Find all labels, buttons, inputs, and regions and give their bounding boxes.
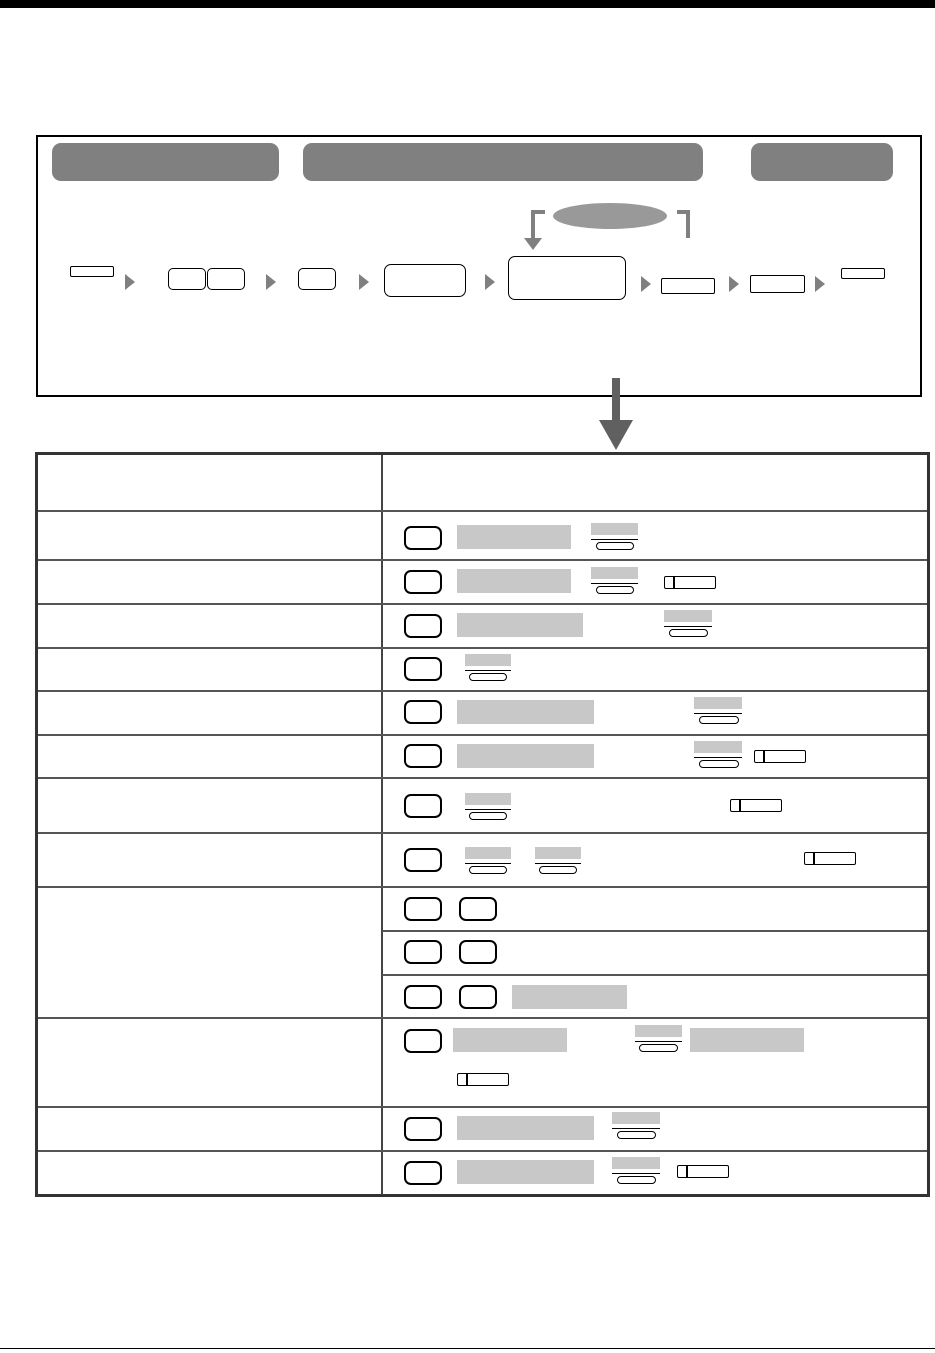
table-column-divider <box>381 455 383 1195</box>
soft-key-label <box>664 610 712 622</box>
action-button <box>404 657 442 681</box>
soft-key-rule <box>465 809 511 810</box>
soft-key-label <box>612 1112 660 1124</box>
row-subdivider <box>382 930 927 932</box>
soft-key-label <box>535 847 581 859</box>
soft-key-rule <box>612 1128 660 1129</box>
row-divider <box>38 886 927 888</box>
action-button <box>404 526 442 550</box>
action-button <box>404 1161 442 1185</box>
action-button <box>459 985 497 1009</box>
repeat-bracket-right <box>686 210 690 238</box>
flow-key-2 <box>168 268 206 290</box>
flow-key-5 <box>384 264 466 297</box>
row-divider <box>38 559 927 561</box>
action-button <box>404 570 442 594</box>
action-button <box>404 940 442 964</box>
bottom-rule <box>0 1348 935 1349</box>
action-button <box>459 897 497 921</box>
soft-key-rule <box>591 583 638 584</box>
top-rule <box>0 0 935 8</box>
action-button <box>404 1029 442 1053</box>
soft-key <box>639 1044 678 1052</box>
soft-key-rule <box>694 713 742 714</box>
down-arrow-shaft <box>612 378 620 422</box>
soft-key-label <box>635 1025 682 1037</box>
row-divider <box>38 690 927 692</box>
soft-key-label <box>612 1157 660 1169</box>
step-header-1 <box>52 143 279 181</box>
soft-key-rule <box>664 626 712 627</box>
soft-key <box>669 629 708 637</box>
repeat-bracket-right-top <box>677 210 690 214</box>
flow-key-3 <box>207 268 245 290</box>
step-header-2 <box>303 143 703 181</box>
row-divider <box>38 1017 927 1019</box>
row-divider <box>38 510 927 512</box>
down-arrow-icon <box>599 420 633 450</box>
row-label <box>50 524 370 546</box>
repeat-bracket-left <box>531 210 535 240</box>
flow-arrow-icon <box>641 276 651 292</box>
soft-key <box>596 542 634 550</box>
row-subdivider <box>382 974 927 976</box>
placeholder-block <box>457 569 571 593</box>
action-button <box>404 985 442 1009</box>
placeholder-block <box>457 525 571 549</box>
action-button <box>404 1117 442 1141</box>
soft-key <box>539 866 577 874</box>
flex-button <box>730 799 782 812</box>
flow-arrow-icon <box>729 276 739 292</box>
placeholder-block <box>457 744 594 768</box>
soft-key <box>469 673 507 681</box>
action-button <box>404 700 442 724</box>
soft-key-rule <box>694 757 742 758</box>
soft-key <box>469 866 507 874</box>
flex-button <box>677 1165 729 1178</box>
table-header-left <box>50 470 370 496</box>
flow-key-6 <box>508 256 626 300</box>
soft-key-label <box>591 523 638 535</box>
placeholder-block <box>457 613 583 637</box>
soft-key-rule <box>535 863 581 864</box>
soft-key-label <box>694 697 742 709</box>
placeholder-block <box>690 1028 804 1052</box>
flow-arrow-icon <box>266 274 276 290</box>
flex-button <box>754 750 806 763</box>
placeholder-block <box>512 985 627 1009</box>
placeholder-block <box>457 700 594 724</box>
action-button <box>459 940 497 964</box>
row-divider <box>38 1106 927 1108</box>
soft-key-rule <box>465 863 511 864</box>
soft-key <box>617 1176 656 1184</box>
action-button <box>404 744 442 768</box>
row-divider <box>38 734 927 736</box>
flow-key-7 <box>661 278 715 294</box>
soft-key <box>596 586 634 594</box>
repeat-arrow-icon <box>524 238 542 250</box>
soft-key <box>469 812 507 820</box>
soft-key-rule <box>465 670 511 671</box>
row-divider <box>38 603 927 605</box>
soft-key-rule <box>635 1041 682 1042</box>
soft-key <box>699 716 739 724</box>
step-header-3 <box>751 143 893 181</box>
placeholder-block <box>457 1116 594 1140</box>
flow-key-1 <box>70 266 114 277</box>
action-button <box>404 794 442 818</box>
action-button <box>404 897 442 921</box>
row-divider <box>38 647 927 649</box>
placeholder-block <box>453 1028 567 1052</box>
soft-key-label <box>591 567 638 579</box>
flow-key-8 <box>750 275 805 293</box>
flow-key-4 <box>298 268 336 290</box>
table-header-right <box>396 470 906 496</box>
soft-key-label <box>465 654 511 666</box>
row-divider <box>38 1150 927 1152</box>
soft-key-rule <box>612 1173 660 1174</box>
flex-button <box>804 852 856 865</box>
row-divider <box>38 832 927 834</box>
flex-button <box>457 1073 509 1086</box>
action-button <box>404 848 442 872</box>
flow-arrow-icon <box>125 274 135 290</box>
flow-arrow-icon <box>815 276 825 292</box>
placeholder-block <box>457 1160 594 1184</box>
flex-button <box>664 576 716 589</box>
flow-key-9 <box>841 268 885 279</box>
soft-key-label <box>465 793 511 805</box>
soft-key <box>617 1131 656 1139</box>
soft-key <box>699 760 739 768</box>
repeat-oval <box>553 203 667 229</box>
soft-key-rule <box>591 539 638 540</box>
action-button <box>404 614 442 638</box>
row-label <box>50 570 370 592</box>
flow-arrow-icon <box>359 274 369 290</box>
row-divider <box>38 777 927 779</box>
soft-key-label <box>465 847 511 859</box>
repeat-bracket-left-top <box>531 210 545 214</box>
flow-arrow-icon <box>485 274 495 290</box>
soft-key-label <box>694 741 742 753</box>
